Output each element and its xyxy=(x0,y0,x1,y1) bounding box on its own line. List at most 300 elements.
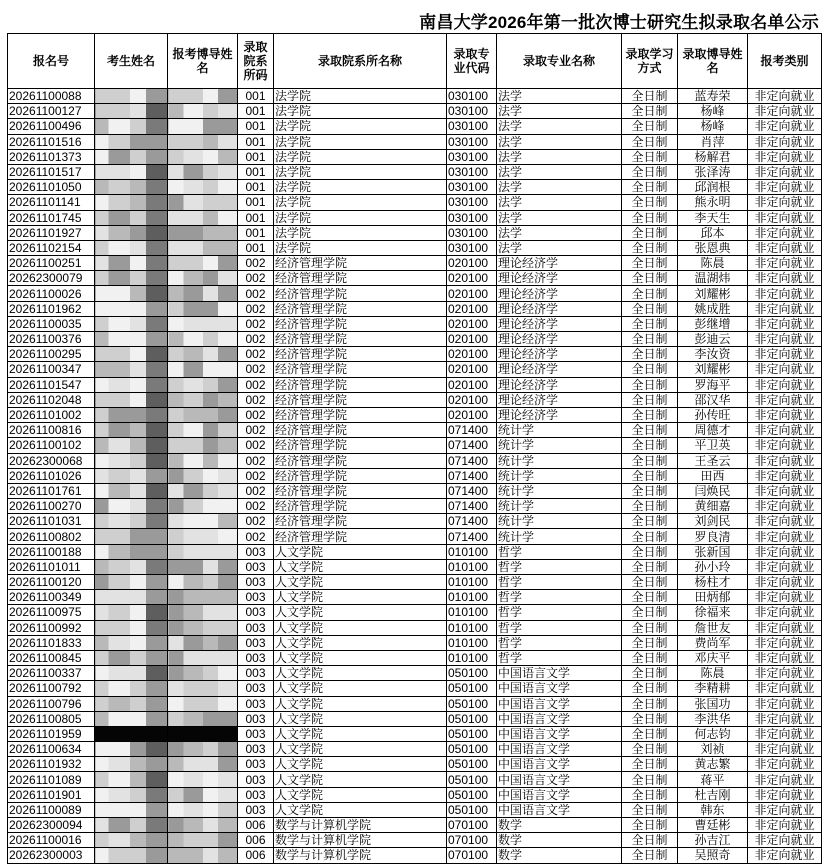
cell-name-redacted xyxy=(95,559,168,574)
cell-name-redacted xyxy=(95,149,168,164)
cell-advisor-applied-redacted xyxy=(168,256,238,271)
cell-name-redacted xyxy=(95,438,168,453)
cell-advisor-applied-redacted xyxy=(168,514,238,529)
cell-advisor: 肖萍 xyxy=(678,134,748,149)
cell-name-redacted xyxy=(95,772,168,787)
cell-major-code: 050100 xyxy=(447,787,497,802)
table-row xyxy=(8,696,822,711)
cell-dept-code: 003 xyxy=(238,802,274,817)
table-row xyxy=(8,180,822,195)
cell-major-code: 050100 xyxy=(447,666,497,681)
cell-major-name: 哲学 xyxy=(497,605,622,620)
cell-category: 非定向就业 xyxy=(748,104,822,119)
cell-advisor-applied-redacted xyxy=(168,833,238,848)
cell-study-mode: 全日制 xyxy=(622,423,678,438)
cell-study-mode: 全日制 xyxy=(622,301,678,316)
cell-dept-code: 003 xyxy=(238,559,274,574)
cell-advisor-applied-redacted xyxy=(168,575,238,590)
cell-reg-no: 20262300003 xyxy=(8,848,95,863)
cell-dept-name: 人文学院 xyxy=(274,620,447,635)
table-row xyxy=(8,726,822,741)
cell-dept-code: 003 xyxy=(238,575,274,590)
cell-advisor: 张新国 xyxy=(678,544,748,559)
header-dept-name: 录取院系所名称 xyxy=(274,34,447,89)
cell-category: 非定向就业 xyxy=(748,635,822,650)
cell-reg-no: 20261100088 xyxy=(8,89,95,104)
cell-dept-name: 人文学院 xyxy=(274,544,447,559)
table-row xyxy=(8,650,822,665)
cell-major-name: 统计学 xyxy=(497,499,622,514)
cell-reg-no: 20261101373 xyxy=(8,149,95,164)
cell-dept-name: 数学与计算机学院 xyxy=(274,818,447,833)
cell-major-code: 030100 xyxy=(447,149,497,164)
header-name: 考生姓名 xyxy=(95,34,168,89)
cell-reg-no: 20261101745 xyxy=(8,210,95,225)
cell-advisor-applied-redacted xyxy=(168,104,238,119)
cell-advisor-applied-redacted xyxy=(168,271,238,286)
cell-category: 非定向就业 xyxy=(748,134,822,149)
cell-reg-no: 20262300094 xyxy=(8,818,95,833)
cell-study-mode: 全日制 xyxy=(622,240,678,255)
cell-dept-code: 002 xyxy=(238,468,274,483)
cell-study-mode: 全日制 xyxy=(622,833,678,848)
cell-reg-no: 20261102154 xyxy=(8,240,95,255)
cell-advisor: 孙小玲 xyxy=(678,559,748,574)
cell-reg-no: 20261101011 xyxy=(8,559,95,574)
cell-name-redacted xyxy=(95,544,168,559)
cell-major-code: 010100 xyxy=(447,605,497,620)
cell-advisor: 孙传旺 xyxy=(678,407,748,422)
cell-name-redacted xyxy=(95,301,168,316)
cell-major-name: 理论经济学 xyxy=(497,316,622,331)
cell-major-code: 010100 xyxy=(447,559,497,574)
cell-advisor-applied-redacted xyxy=(168,240,238,255)
cell-name-redacted xyxy=(95,180,168,195)
cell-advisor: 彭迪云 xyxy=(678,332,748,347)
cell-major-code: 020100 xyxy=(447,271,497,286)
cell-category: 非定向就业 xyxy=(748,423,822,438)
table-row xyxy=(8,195,822,210)
cell-study-mode: 全日制 xyxy=(622,453,678,468)
cell-name-redacted xyxy=(95,529,168,544)
cell-reg-no: 20261100975 xyxy=(8,605,95,620)
cell-study-mode: 全日制 xyxy=(622,499,678,514)
table-row xyxy=(8,119,822,134)
cell-category: 非定向就业 xyxy=(748,377,822,392)
cell-study-mode: 全日制 xyxy=(622,787,678,802)
cell-dept-code: 002 xyxy=(238,453,274,468)
cell-category: 非定向就业 xyxy=(748,711,822,726)
cell-major-code: 020100 xyxy=(447,392,497,407)
cell-major-name: 法学 xyxy=(497,210,622,225)
cell-major-name: 理论经济学 xyxy=(497,392,622,407)
cell-advisor-applied-redacted xyxy=(168,119,238,134)
cell-dept-code: 001 xyxy=(238,240,274,255)
header-major-code: 录取专业代码 xyxy=(447,34,497,89)
cell-dept-code: 001 xyxy=(238,104,274,119)
cell-category: 非定向就业 xyxy=(748,301,822,316)
cell-dept-name: 经济管理学院 xyxy=(274,316,447,331)
cell-name-redacted xyxy=(95,757,168,772)
cell-major-code: 071400 xyxy=(447,499,497,514)
cell-dept-code: 002 xyxy=(238,256,274,271)
table-row xyxy=(8,225,822,240)
cell-study-mode: 全日制 xyxy=(622,757,678,772)
cell-name-redacted xyxy=(95,833,168,848)
cell-major-code: 030100 xyxy=(447,210,497,225)
table-row xyxy=(8,164,822,179)
cell-dept-name: 人文学院 xyxy=(274,742,447,757)
header-category: 报考类别 xyxy=(748,34,822,89)
cell-reg-no: 20261101516 xyxy=(8,134,95,149)
cell-dept-code: 003 xyxy=(238,650,274,665)
cell-study-mode: 全日制 xyxy=(622,696,678,711)
cell-major-name: 哲学 xyxy=(497,620,622,635)
table-row xyxy=(8,483,822,498)
cell-dept-name: 经济管理学院 xyxy=(274,392,447,407)
cell-dept-name: 人文学院 xyxy=(274,650,447,665)
cell-dept-name: 经济管理学院 xyxy=(274,499,447,514)
cell-major-name: 哲学 xyxy=(497,544,622,559)
cell-major-name: 数学 xyxy=(497,848,622,863)
cell-category: 非定向就业 xyxy=(748,559,822,574)
cell-category: 非定向就业 xyxy=(748,483,822,498)
table-row xyxy=(8,757,822,772)
cell-dept-code: 002 xyxy=(238,377,274,392)
cell-dept-code: 002 xyxy=(238,514,274,529)
cell-advisor: 王圣云 xyxy=(678,453,748,468)
cell-dept-name: 法学院 xyxy=(274,225,447,240)
cell-study-mode: 全日制 xyxy=(622,195,678,210)
cell-major-name: 理论经济学 xyxy=(497,377,622,392)
cell-category: 非定向就业 xyxy=(748,514,822,529)
cell-dept-code: 002 xyxy=(238,483,274,498)
cell-reg-no: 20261100349 xyxy=(8,590,95,605)
cell-study-mode: 全日制 xyxy=(622,772,678,787)
table-row xyxy=(8,392,822,407)
cell-major-name: 理论经济学 xyxy=(497,362,622,377)
table-row xyxy=(8,468,822,483)
cell-dept-code: 003 xyxy=(238,666,274,681)
cell-major-name: 中国语言文学 xyxy=(497,772,622,787)
cell-dept-code: 001 xyxy=(238,195,274,210)
cell-major-name: 理论经济学 xyxy=(497,332,622,347)
cell-major-name: 理论经济学 xyxy=(497,271,622,286)
cell-category: 非定向就业 xyxy=(748,453,822,468)
cell-category: 非定向就业 xyxy=(748,210,822,225)
cell-advisor-applied-redacted xyxy=(168,210,238,225)
cell-name-redacted xyxy=(95,225,168,240)
cell-study-mode: 全日制 xyxy=(622,362,678,377)
cell-dept-code: 002 xyxy=(238,438,274,453)
cell-major-code: 050100 xyxy=(447,757,497,772)
cell-category: 非定向就业 xyxy=(748,195,822,210)
cell-study-mode: 全日制 xyxy=(622,332,678,347)
cell-dept-name: 经济管理学院 xyxy=(274,514,447,529)
cell-major-name: 统计学 xyxy=(497,438,622,453)
cell-advisor: 黄志繁 xyxy=(678,757,748,772)
table-row xyxy=(8,833,822,848)
cell-advisor: 杨峰 xyxy=(678,104,748,119)
cell-major-code: 030100 xyxy=(447,89,497,104)
cell-category: 非定向就业 xyxy=(748,164,822,179)
cell-dept-code: 001 xyxy=(238,134,274,149)
cell-reg-no: 20261100026 xyxy=(8,286,95,301)
cell-advisor: 熊永明 xyxy=(678,195,748,210)
cell-reg-no: 20261101833 xyxy=(8,635,95,650)
cell-major-code: 020100 xyxy=(447,377,497,392)
cell-study-mode: 全日制 xyxy=(622,271,678,286)
cell-reg-no: 20261101932 xyxy=(8,757,95,772)
cell-reg-no: 20261101002 xyxy=(8,407,95,422)
cell-advisor-applied-redacted xyxy=(168,818,238,833)
table-row xyxy=(8,377,822,392)
cell-dept-name: 经济管理学院 xyxy=(274,286,447,301)
cell-advisor: 杨解君 xyxy=(678,149,748,164)
cell-study-mode: 全日制 xyxy=(622,620,678,635)
cell-major-code: 030100 xyxy=(447,195,497,210)
cell-advisor: 陈晨 xyxy=(678,666,748,681)
cell-advisor: 费尚军 xyxy=(678,635,748,650)
cell-name-redacted xyxy=(95,483,168,498)
cell-advisor: 罗良清 xyxy=(678,529,748,544)
cell-reg-no: 20261101141 xyxy=(8,195,95,210)
cell-category: 非定向就业 xyxy=(748,726,822,741)
cell-study-mode: 全日制 xyxy=(622,392,678,407)
cell-name-redacted xyxy=(95,848,168,863)
cell-dept-name: 人文学院 xyxy=(274,559,447,574)
table-row xyxy=(8,89,822,104)
cell-name-redacted xyxy=(95,635,168,650)
cell-reg-no: 20261101901 xyxy=(8,787,95,802)
cell-dept-name: 人文学院 xyxy=(274,772,447,787)
cell-major-name: 中国语言文学 xyxy=(497,726,622,741)
cell-major-code: 020100 xyxy=(447,286,497,301)
cell-dept-code: 001 xyxy=(238,149,274,164)
cell-dept-name: 经济管理学院 xyxy=(274,332,447,347)
cell-name-redacted xyxy=(95,210,168,225)
cell-major-name: 中国语言文学 xyxy=(497,666,622,681)
cell-dept-name: 经济管理学院 xyxy=(274,301,447,316)
cell-category: 非定向就业 xyxy=(748,149,822,164)
cell-advisor: 詹世友 xyxy=(678,620,748,635)
cell-dept-code: 002 xyxy=(238,423,274,438)
cell-study-mode: 全日制 xyxy=(622,407,678,422)
cell-advisor-applied-redacted xyxy=(168,802,238,817)
cell-category: 非定向就业 xyxy=(748,119,822,134)
cell-major-name: 法学 xyxy=(497,89,622,104)
cell-advisor: 田炳郁 xyxy=(678,590,748,605)
cell-category: 非定向就业 xyxy=(748,772,822,787)
table-row xyxy=(8,362,822,377)
table-row xyxy=(8,286,822,301)
cell-advisor-applied-redacted xyxy=(168,787,238,802)
cell-category: 非定向就业 xyxy=(748,180,822,195)
cell-category: 非定向就业 xyxy=(748,499,822,514)
table-row xyxy=(8,514,822,529)
cell-name-redacted xyxy=(95,104,168,119)
cell-name-redacted xyxy=(95,620,168,635)
cell-reg-no: 20261100035 xyxy=(8,316,95,331)
cell-study-mode: 全日制 xyxy=(622,468,678,483)
cell-advisor: 吴照奇 xyxy=(678,848,748,863)
cell-name-redacted xyxy=(95,89,168,104)
cell-major-code: 030100 xyxy=(447,164,497,179)
table-row xyxy=(8,499,822,514)
cell-major-name: 法学 xyxy=(497,164,622,179)
cell-advisor: 周德才 xyxy=(678,423,748,438)
cell-advisor-applied-redacted xyxy=(168,134,238,149)
cell-major-code: 020100 xyxy=(447,301,497,316)
cell-dept-name: 法学院 xyxy=(274,134,447,149)
cell-major-code: 050100 xyxy=(447,772,497,787)
cell-dept-code: 003 xyxy=(238,605,274,620)
cell-category: 非定向就业 xyxy=(748,332,822,347)
cell-advisor: 邓庆平 xyxy=(678,650,748,665)
cell-category: 非定向就业 xyxy=(748,89,822,104)
cell-study-mode: 全日制 xyxy=(622,681,678,696)
cell-major-name: 中国语言文学 xyxy=(497,742,622,757)
cell-advisor-applied-redacted xyxy=(168,301,238,316)
cell-advisor: 罗海平 xyxy=(678,377,748,392)
cell-category: 非定向就业 xyxy=(748,833,822,848)
cell-dept-code: 002 xyxy=(238,271,274,286)
cell-name-redacted xyxy=(95,164,168,179)
cell-advisor-applied-redacted xyxy=(168,407,238,422)
cell-study-mode: 全日制 xyxy=(622,180,678,195)
cell-name-redacted xyxy=(95,575,168,590)
cell-category: 非定向就业 xyxy=(748,256,822,271)
cell-major-name: 统计学 xyxy=(497,468,622,483)
cell-name-redacted xyxy=(95,377,168,392)
cell-reg-no: 20261100120 xyxy=(8,575,95,590)
header-dept-code: 录取院系所码 xyxy=(238,34,274,89)
cell-dept-name: 经济管理学院 xyxy=(274,468,447,483)
cell-dept-name: 人文学院 xyxy=(274,726,447,741)
cell-advisor: 彭继增 xyxy=(678,316,748,331)
cell-advisor-applied-redacted xyxy=(168,453,238,468)
cell-advisor: 李汝资 xyxy=(678,347,748,362)
table-row xyxy=(8,453,822,468)
table-row xyxy=(8,590,822,605)
header-advisor: 录取博导姓名 xyxy=(678,34,748,89)
cell-reg-no: 20261100270 xyxy=(8,499,95,514)
cell-major-code: 050100 xyxy=(447,696,497,711)
cell-category: 非定向就业 xyxy=(748,529,822,544)
table-body xyxy=(8,89,822,864)
cell-major-code: 010100 xyxy=(447,620,497,635)
cell-dept-code: 002 xyxy=(238,301,274,316)
cell-dept-code: 006 xyxy=(238,833,274,848)
table-row xyxy=(8,332,822,347)
cell-study-mode: 全日制 xyxy=(622,286,678,301)
cell-major-name: 法学 xyxy=(497,149,622,164)
cell-major-code: 050100 xyxy=(447,681,497,696)
cell-study-mode: 全日制 xyxy=(622,650,678,665)
cell-major-code: 030100 xyxy=(447,240,497,255)
cell-major-name: 中国语言文学 xyxy=(497,757,622,772)
cell-advisor: 蒋平 xyxy=(678,772,748,787)
cell-dept-name: 经济管理学院 xyxy=(274,362,447,377)
cell-category: 非定向就业 xyxy=(748,316,822,331)
table-row xyxy=(8,423,822,438)
cell-major-code: 070100 xyxy=(447,818,497,833)
cell-study-mode: 全日制 xyxy=(622,134,678,149)
cell-study-mode: 全日制 xyxy=(622,164,678,179)
cell-reg-no: 20261102048 xyxy=(8,392,95,407)
cell-dept-name: 经济管理学院 xyxy=(274,271,447,286)
cell-dept-code: 002 xyxy=(238,362,274,377)
cell-dept-name: 人文学院 xyxy=(274,605,447,620)
cell-study-mode: 全日制 xyxy=(622,559,678,574)
cell-study-mode: 全日制 xyxy=(622,605,678,620)
cell-reg-no: 20262300068 xyxy=(8,453,95,468)
cell-major-name: 理论经济学 xyxy=(497,301,622,316)
cell-advisor-applied-redacted xyxy=(168,377,238,392)
table-row xyxy=(8,848,822,863)
cell-category: 非定向就业 xyxy=(748,468,822,483)
cell-major-name: 哲学 xyxy=(497,575,622,590)
cell-dept-name: 经济管理学院 xyxy=(274,347,447,362)
cell-reg-no: 20261100802 xyxy=(8,529,95,544)
cell-major-name: 理论经济学 xyxy=(497,407,622,422)
cell-advisor: 平卫英 xyxy=(678,438,748,453)
cell-dept-name: 经济管理学院 xyxy=(274,483,447,498)
cell-major-code: 050100 xyxy=(447,726,497,741)
cell-name-redacted xyxy=(95,590,168,605)
cell-category: 非定向就业 xyxy=(748,225,822,240)
cell-category: 非定向就业 xyxy=(748,544,822,559)
cell-major-name: 理论经济学 xyxy=(497,286,622,301)
cell-category: 非定向就业 xyxy=(748,392,822,407)
cell-major-code: 071400 xyxy=(447,529,497,544)
cell-name-redacted xyxy=(95,696,168,711)
cell-advisor: 黄细嘉 xyxy=(678,499,748,514)
cell-dept-name: 法学院 xyxy=(274,210,447,225)
cell-dept-name: 经济管理学院 xyxy=(274,256,447,271)
cell-major-code: 071400 xyxy=(447,514,497,529)
cell-study-mode: 全日制 xyxy=(622,742,678,757)
cell-dept-code: 001 xyxy=(238,210,274,225)
cell-major-code: 050100 xyxy=(447,711,497,726)
cell-study-mode: 全日制 xyxy=(622,225,678,240)
table-row xyxy=(8,316,822,331)
cell-reg-no: 20261101026 xyxy=(8,468,95,483)
cell-category: 非定向就业 xyxy=(748,575,822,590)
cell-advisor-applied-redacted xyxy=(168,423,238,438)
cell-major-code: 030100 xyxy=(447,104,497,119)
cell-reg-no: 20261101761 xyxy=(8,483,95,498)
cell-category: 非定向就业 xyxy=(748,605,822,620)
cell-advisor: 曹廷彬 xyxy=(678,818,748,833)
cell-advisor-applied-redacted xyxy=(168,316,238,331)
cell-study-mode: 全日制 xyxy=(622,590,678,605)
cell-advisor-applied-redacted xyxy=(168,772,238,787)
cell-dept-code: 003 xyxy=(238,635,274,650)
cell-advisor-applied-redacted xyxy=(168,392,238,407)
cell-category: 非定向就业 xyxy=(748,696,822,711)
cell-reg-no: 20261100127 xyxy=(8,104,95,119)
cell-major-name: 统计学 xyxy=(497,529,622,544)
cell-dept-name: 法学院 xyxy=(274,195,447,210)
cell-name-redacted xyxy=(95,787,168,802)
table-row xyxy=(8,802,822,817)
table-row xyxy=(8,347,822,362)
cell-advisor-applied-redacted xyxy=(168,742,238,757)
cell-dept-code: 002 xyxy=(238,407,274,422)
cell-dept-code: 001 xyxy=(238,164,274,179)
table-row xyxy=(8,529,822,544)
